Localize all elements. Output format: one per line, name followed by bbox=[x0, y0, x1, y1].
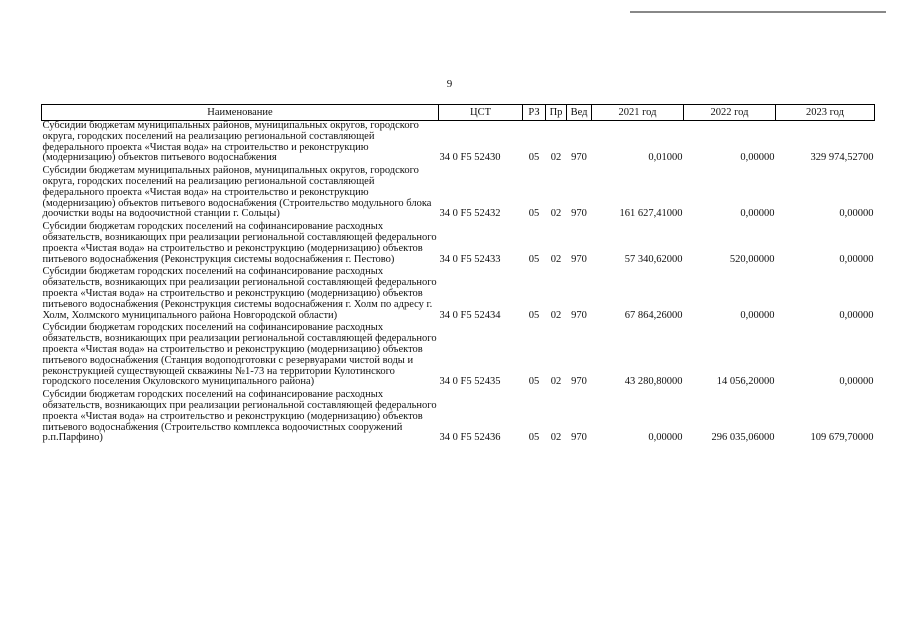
row-ved: 970 bbox=[571, 253, 587, 265]
row-name: Субсидии бюджетам городских поселений на софинансирование расходных обязательств, возникающих при реализации региональной составляющей федерального проекта «Чистая вода» на строительство и реконструкцию (модернизацию) объектов питьевого водоснабжения (Станция водоподготовки с резервуарами чистой воды и реконструкцией существующей скважины №1-73 на территории Кулотинского городского поселения Окуловского муниципального района) bbox=[42, 322, 437, 388]
header-2022: 2022 год bbox=[684, 105, 776, 121]
row-2022: 296 035,06000 bbox=[711, 432, 775, 444]
row-2023: 329 974,52700 bbox=[810, 152, 874, 164]
row-rz: 05 bbox=[528, 253, 540, 265]
row-ved: 970 bbox=[571, 152, 587, 164]
table-row bbox=[42, 166, 875, 222]
header-row bbox=[42, 105, 875, 121]
row-ved: 970 bbox=[571, 208, 587, 220]
row-2023: 109 679,70000 bbox=[810, 432, 874, 444]
row-2021: 67 864,26000 bbox=[624, 309, 683, 321]
row-pr: 02 bbox=[550, 253, 562, 265]
row-rz: 05 bbox=[528, 432, 540, 444]
top-rule bbox=[630, 11, 886, 13]
table-row bbox=[42, 222, 875, 267]
row-2021: 0,00000 bbox=[648, 432, 683, 444]
header-ved: Вед bbox=[567, 105, 592, 121]
header-pr: Пр bbox=[546, 105, 567, 121]
row-cst: 34 0 F5 52433 bbox=[439, 253, 501, 265]
row-cst: 34 0 F5 52430 bbox=[439, 152, 501, 164]
row-rz: 05 bbox=[528, 152, 540, 164]
row-cst: 34 0 F5 52436 bbox=[439, 432, 501, 444]
table-row bbox=[42, 390, 875, 446]
row-cst: 34 0 F5 52434 bbox=[439, 309, 501, 321]
row-2023: 0,00000 bbox=[839, 253, 874, 265]
row-2021: 57 340,62000 bbox=[624, 253, 683, 265]
page-number: 9 bbox=[446, 78, 453, 90]
row-2022: 14 056,20000 bbox=[716, 376, 775, 388]
row-rz: 05 bbox=[528, 376, 540, 388]
row-2022: 520,00000 bbox=[729, 253, 775, 265]
row-pr: 02 bbox=[550, 152, 562, 164]
header-cst: ЦСТ bbox=[439, 105, 523, 121]
row-rz: 05 bbox=[528, 208, 540, 220]
row-name: Субсидии бюджетам муниципальных районов, муниципальных округов, городского округа, городских поселений на реализацию региональной составляющей федерального проекта «Чистая вода» на строительство и реконструкцию (модернизацию) объектов питьевого водоснабжения (Строительство модульного блока доочистки воды на водоочистной станции г. Сольцы) bbox=[42, 165, 432, 220]
row-name: Субсидии бюджетам городских поселений на софинансирование расходных обязательств, возникающих при реализации региональной составляющей федерального проекта «Чистая вода» на строительство и реконструкцию (модернизацию) объектов питьевого водоснабжения (Реконструкция системы водоснабжения г. Холм по адресу г. Холм, Холмского муниципального района Новгородской области) bbox=[42, 266, 437, 321]
row-2023: 0,00000 bbox=[839, 309, 874, 321]
budget-table bbox=[41, 104, 875, 446]
row-pr: 02 bbox=[550, 309, 562, 321]
row-pr: 02 bbox=[550, 376, 562, 388]
table-row bbox=[42, 323, 875, 390]
header-2023: 2023 год bbox=[776, 105, 875, 121]
row-name: Субсидии бюджетам городских поселений на софинансирование расходных обязательств, возникающих при реализации региональной составляющей федерального проекта «Чистая вода» на строительство и реконструкцию (модернизацию) объектов питьевого водоснабжения (Реконструкция системы водоснабжения г. Пестово) bbox=[42, 221, 437, 265]
row-name: Субсидии бюджетам муниципальных районов, муниципальных округов, городского округа, городских поселений на реализацию региональной составляющей федерального проекта «Чистая вода» на строительство и реконструкцию (модернизацию) объектов питьевого водоснабжения bbox=[42, 120, 419, 164]
table-row bbox=[42, 121, 875, 167]
row-cst: 34 0 F5 52435 bbox=[439, 376, 501, 388]
row-pr: 02 bbox=[550, 432, 562, 444]
table-row bbox=[42, 267, 875, 323]
row-pr: 02 bbox=[550, 208, 562, 220]
header-2021: 2021 год bbox=[592, 105, 684, 121]
row-cst: 34 0 F5 52432 bbox=[439, 208, 501, 220]
row-2022: 0,00000 bbox=[740, 309, 775, 321]
row-2023: 0,00000 bbox=[839, 208, 874, 220]
row-2022: 0,00000 bbox=[740, 208, 775, 220]
row-2021: 0,01000 bbox=[648, 152, 683, 164]
header-rz: РЗ bbox=[523, 105, 546, 121]
row-ved: 970 bbox=[571, 376, 587, 388]
row-ved: 970 bbox=[571, 309, 587, 321]
row-rz: 05 bbox=[528, 309, 540, 321]
row-2021: 43 280,80000 bbox=[624, 376, 683, 388]
row-2021: 161 627,41000 bbox=[619, 208, 683, 220]
header-name: Наименование bbox=[42, 105, 439, 121]
row-2022: 0,00000 bbox=[740, 152, 775, 164]
row-2023: 0,00000 bbox=[839, 376, 874, 388]
row-ved: 970 bbox=[571, 432, 587, 444]
row-name: Субсидии бюджетам городских поселений на софинансирование расходных обязательств, возникающих при реализации региональной составляющей федерального проекта «Чистая вода» на строительство и реконструкцию (модернизацию) объектов питьевого водоснабжения (Строительство комплекса водоочистных сооружений р.п.Парфино) bbox=[42, 389, 437, 444]
